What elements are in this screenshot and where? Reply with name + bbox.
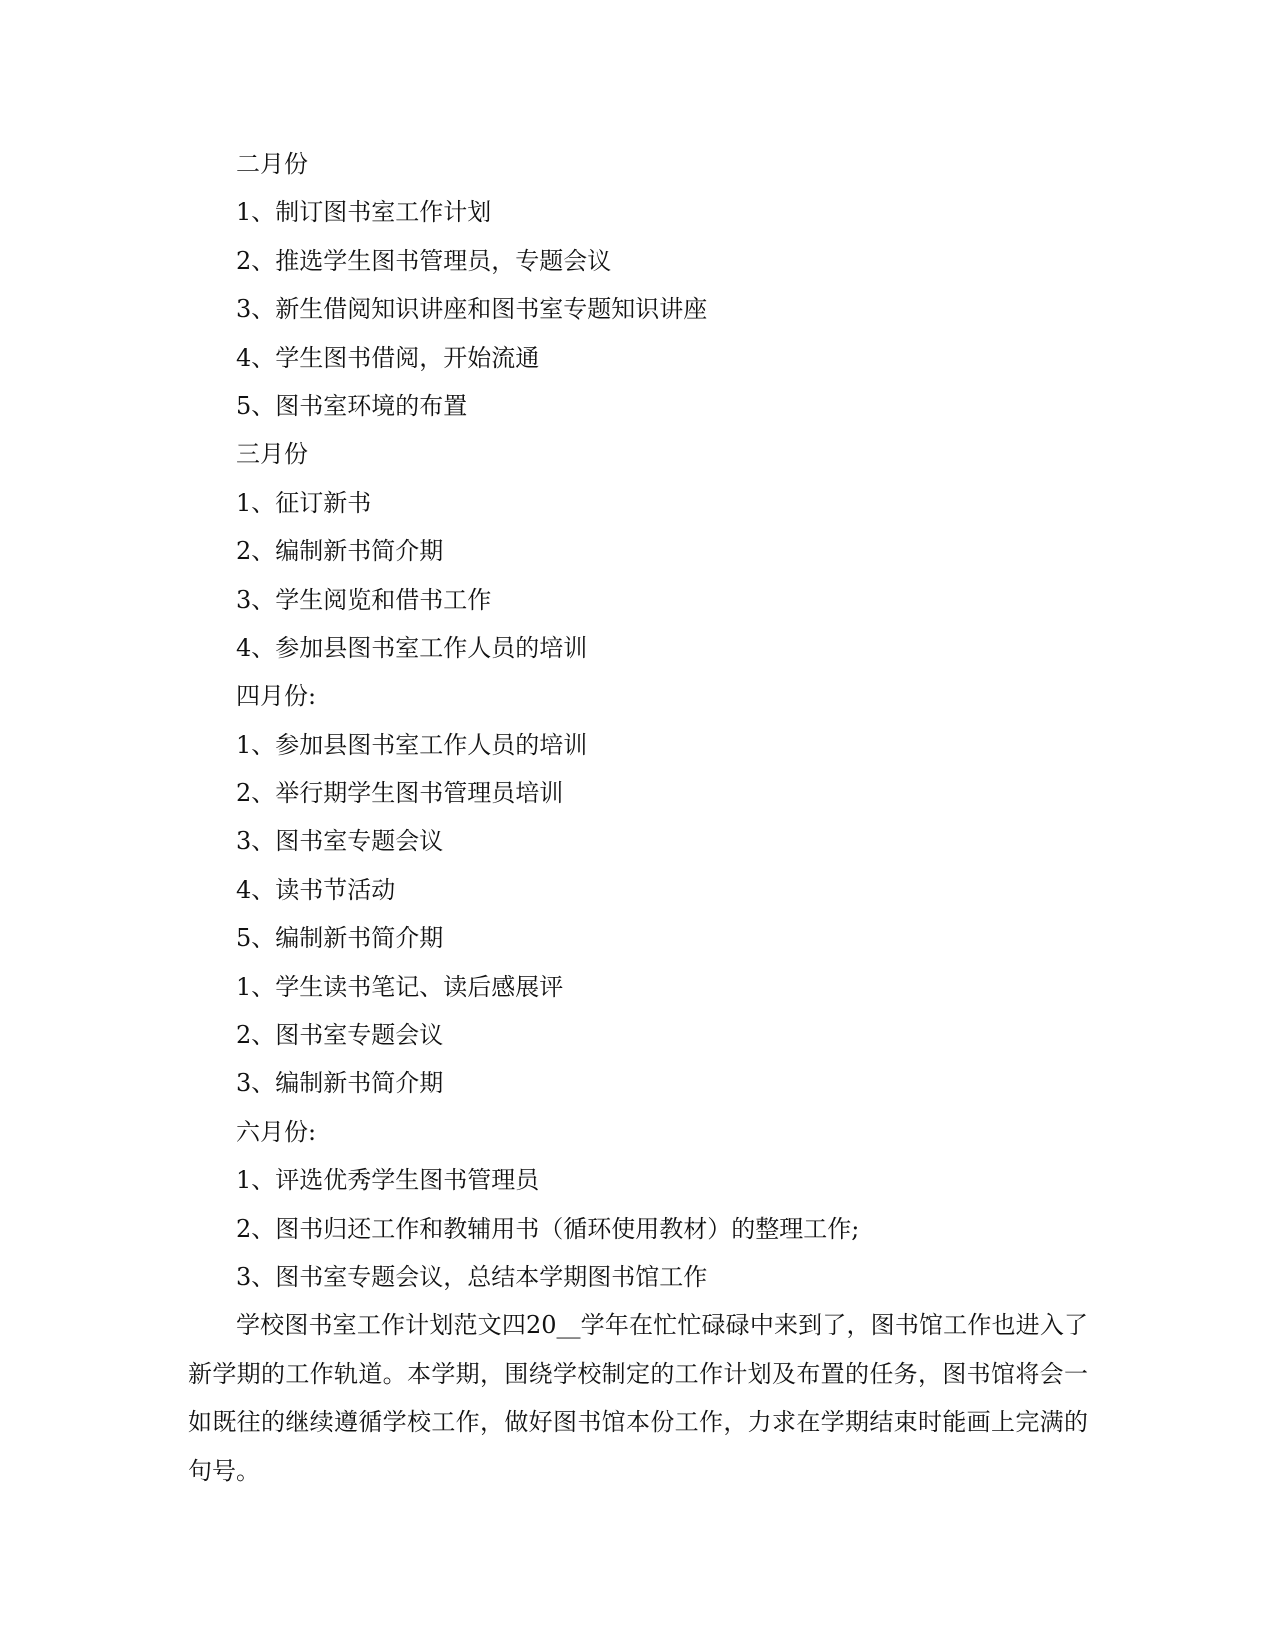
list-item: 2、推选学生图书管理员，专题会议 [236, 246, 612, 275]
list-item: 1、学生读书笔记、读后感展评 [236, 972, 564, 1001]
list-item: 3、学生阅览和借书工作 [236, 585, 492, 614]
list-item: 1、评选优秀学生图书管理员 [236, 1166, 540, 1195]
list-item: 2、图书室专题会议 [236, 1021, 444, 1050]
list-item: 5、图书室环境的布置 [236, 391, 468, 420]
list-item: 1、制订图书室工作计划 [236, 198, 492, 227]
heading-march: 三月份 [236, 440, 308, 469]
document-body [188, 140, 1088, 1495]
list-item: 3、编制新书简介期 [236, 1069, 444, 1098]
list-item: 3、图书室专题会议 [236, 827, 444, 856]
body-paragraph: 学校图书室工作计划范文四20__学年在忙忙碌碌中来到了，图书馆工作也进入了新学期的工作轨道。本学期，围绕学校制定的工作计划及布置的任务，图书馆将会一如既往的继续遵循学校工作，做好图书馆本份工作，力求在学期结束时能画上完满的句号。 [188, 1311, 1088, 1485]
list-item: 2、编制新书简介期 [236, 537, 444, 566]
list-item: 5、编制新书简介期 [236, 924, 444, 953]
list-item: 4、读书节活动 [236, 875, 396, 904]
heading-april: 四月份: [236, 682, 317, 711]
list-item: 4、学生图书借阅，开始流通 [236, 343, 540, 372]
list-item: 2、图书归还工作和教辅用书（循环使用教材）的整理工作; [236, 1214, 860, 1243]
list-item: 2、举行期学生图书管理员培训 [236, 779, 564, 808]
list-item: 1、参加县图书室工作人员的培训 [236, 730, 588, 759]
heading-february: 二月份 [236, 150, 308, 178]
list-item: 4、参加县图书室工作人员的培训 [236, 633, 588, 662]
heading-june: 六月份: [236, 1117, 317, 1146]
list-item: 1、征订新书 [236, 488, 372, 517]
list-item: 3、新生借阅知识讲座和图书室专题知识讲座 [236, 295, 708, 324]
list-item: 3、图书室专题会议，总结本学期图书馆工作 [236, 1262, 708, 1291]
